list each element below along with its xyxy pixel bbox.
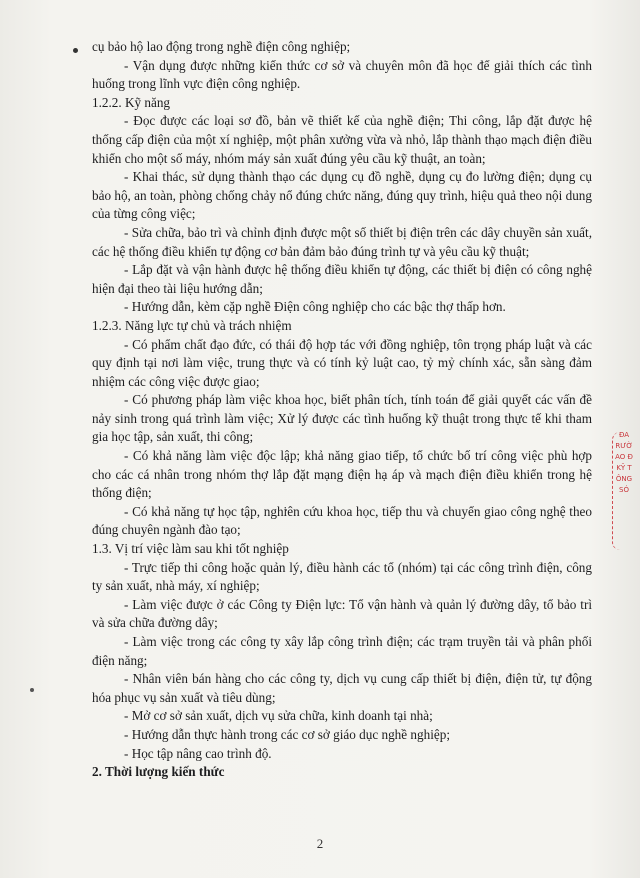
paragraph: - Sửa chữa, bảo trì và chỉnh định được một số thiết bị điện trên các dây chuyền sản xuất, các hệ thống điều khiển tự động cơ bản đảm bảo đúng trình tự và yêu cầu kỹ thuật;: [92, 224, 592, 259]
paragraph: - Lắp đặt và vận hành được hệ thống điều khiển tự động, các thiết bị điện có công nghệ hiện đại theo tài liệu hướng dẫn;: [92, 262, 592, 296]
paragraph: - Có khả năng làm việc độc lập; khả năng giao tiếp, tổ chức bố trí công việc phù hợp cho các cá nhân trong nhóm thợ lắp đặt mạng điện hạ áp và mạch điện điều khiển trong hệ thống điện;: [92, 448, 592, 501]
stamp-text: SÓ: [619, 486, 629, 494]
paragraph: - Học tập nâng cao trình độ.: [124, 745, 272, 761]
paragraph: - Làm việc được ở các Công ty Điện lực: Tổ vận hành và quản lý đường dây, tổ bảo trì và sửa chữa đường dây;: [92, 596, 592, 631]
paragraph: - Nhân viên bán hàng cho các công ty, dịch vụ cung cấp thiết bị điện, điện tử, tự động hóa phục vụ sản xuất và tiêu dùng;: [92, 671, 592, 705]
page-number: 2: [316, 836, 324, 851]
paragraph: - Có khả năng tự học tập, nghiên cứu khoa học, tiếp thu và chuyển giao công nghệ theo đúng chuyên ngành đào tạo;: [92, 503, 592, 538]
section-heading: 1.2.2. Kỹ năng: [92, 94, 171, 110]
paragraph: - Trực tiếp thi công hoặc quản lý, điều hành các tổ (nhóm) tại các công trình điện, công ty sản xuất, nhà máy, xí nghiệp;: [92, 559, 592, 594]
stamp-text: AO Đ: [615, 453, 633, 461]
stamp-text: RƯỜ: [615, 442, 633, 450]
paragraph: - Khai thác, sử dụng thành thạo các dụng cụ đồ nghề, dụng cụ đo lường điện; dụng cụ bảo hộ, an toàn, phòng chống chảy nổ đúng chức năng, đúng quy trình, hiệu quả theo nội dung của từng công việc;: [92, 169, 592, 222]
stamp-text: ÔNG: [615, 475, 633, 483]
paragraph: - Hướng dẫn thực hành trong các cơ sở giáo dục nghề nghiệp;: [124, 726, 450, 742]
paragraph: - Làm việc trong các công ty xây lắp công trình điện; các trạm truyền tải và phân phối điện năng;: [92, 634, 592, 668]
section-heading-bold: 2. Thời lượng kiến thức: [92, 764, 225, 780]
paragraph: cụ bảo hộ lao động trong nghề điện công nghiệp;: [92, 39, 351, 54]
paragraph: - Hướng dẫn, kèm cặp nghề Điện công nghiệp cho các bậc thợ thấp hơn.: [124, 299, 506, 315]
document-body: [92, 38, 592, 782]
paragraph: - Có phẩm chất đạo đức, có thái độ hợp tác với đồng nghiệp, tôn trọng pháp luật và các quy định tại nơi làm việc, trung thực và có tính kỷ luật cao, tỷ mỷ chính xác, sẵn sàng đảm nhiệm các công việc được giao;: [92, 336, 592, 389]
red-seal-stamp: [612, 430, 636, 496]
section-heading: 1.3. Vị trí việc làm sau khi tốt nghiệp: [92, 541, 289, 557]
section-heading: 1.2.3. Năng lực tự chủ và trách nhiệm: [92, 317, 292, 333]
stamp-text: KỸ T: [616, 464, 632, 472]
scan-speck: [30, 688, 34, 692]
stamp-text: ĐA: [618, 431, 630, 439]
paragraph: - Vận dụng được những kiến thức cơ sở và chuyên môn đã học để giải thích các tình huống trong lĩnh vực điện công nghiệp.: [92, 57, 592, 92]
paragraph: - Mở cơ sở sản xuất, dịch vụ sửa chữa, kinh doanh tại nhà;: [124, 708, 433, 724]
paragraph: - Đọc được các loại sơ đồ, bản vẽ thiết kế của nghề điện; Thi công, lắp đặt được hệ thống cấp điện của một xí nghiệp, một phân xưởng vừa và nhỏ, lắp thành thạo mạch điện điều khiển cho một số máy, nhóm máy sản xuất đúng yêu cầu kỹ thuật, an toàn;: [92, 113, 592, 166]
paragraph: - Có phương pháp làm việc khoa học, biết phân tích, tính toán để giải quyết các vấn đề nảy sinh trong quá trình làm việc; Xử lý được các tình huống kỹ thuật trong thực tế khi tham gia học tập, sản xuất, thi công;: [92, 392, 592, 445]
margin-bullet-mark: [73, 48, 78, 53]
